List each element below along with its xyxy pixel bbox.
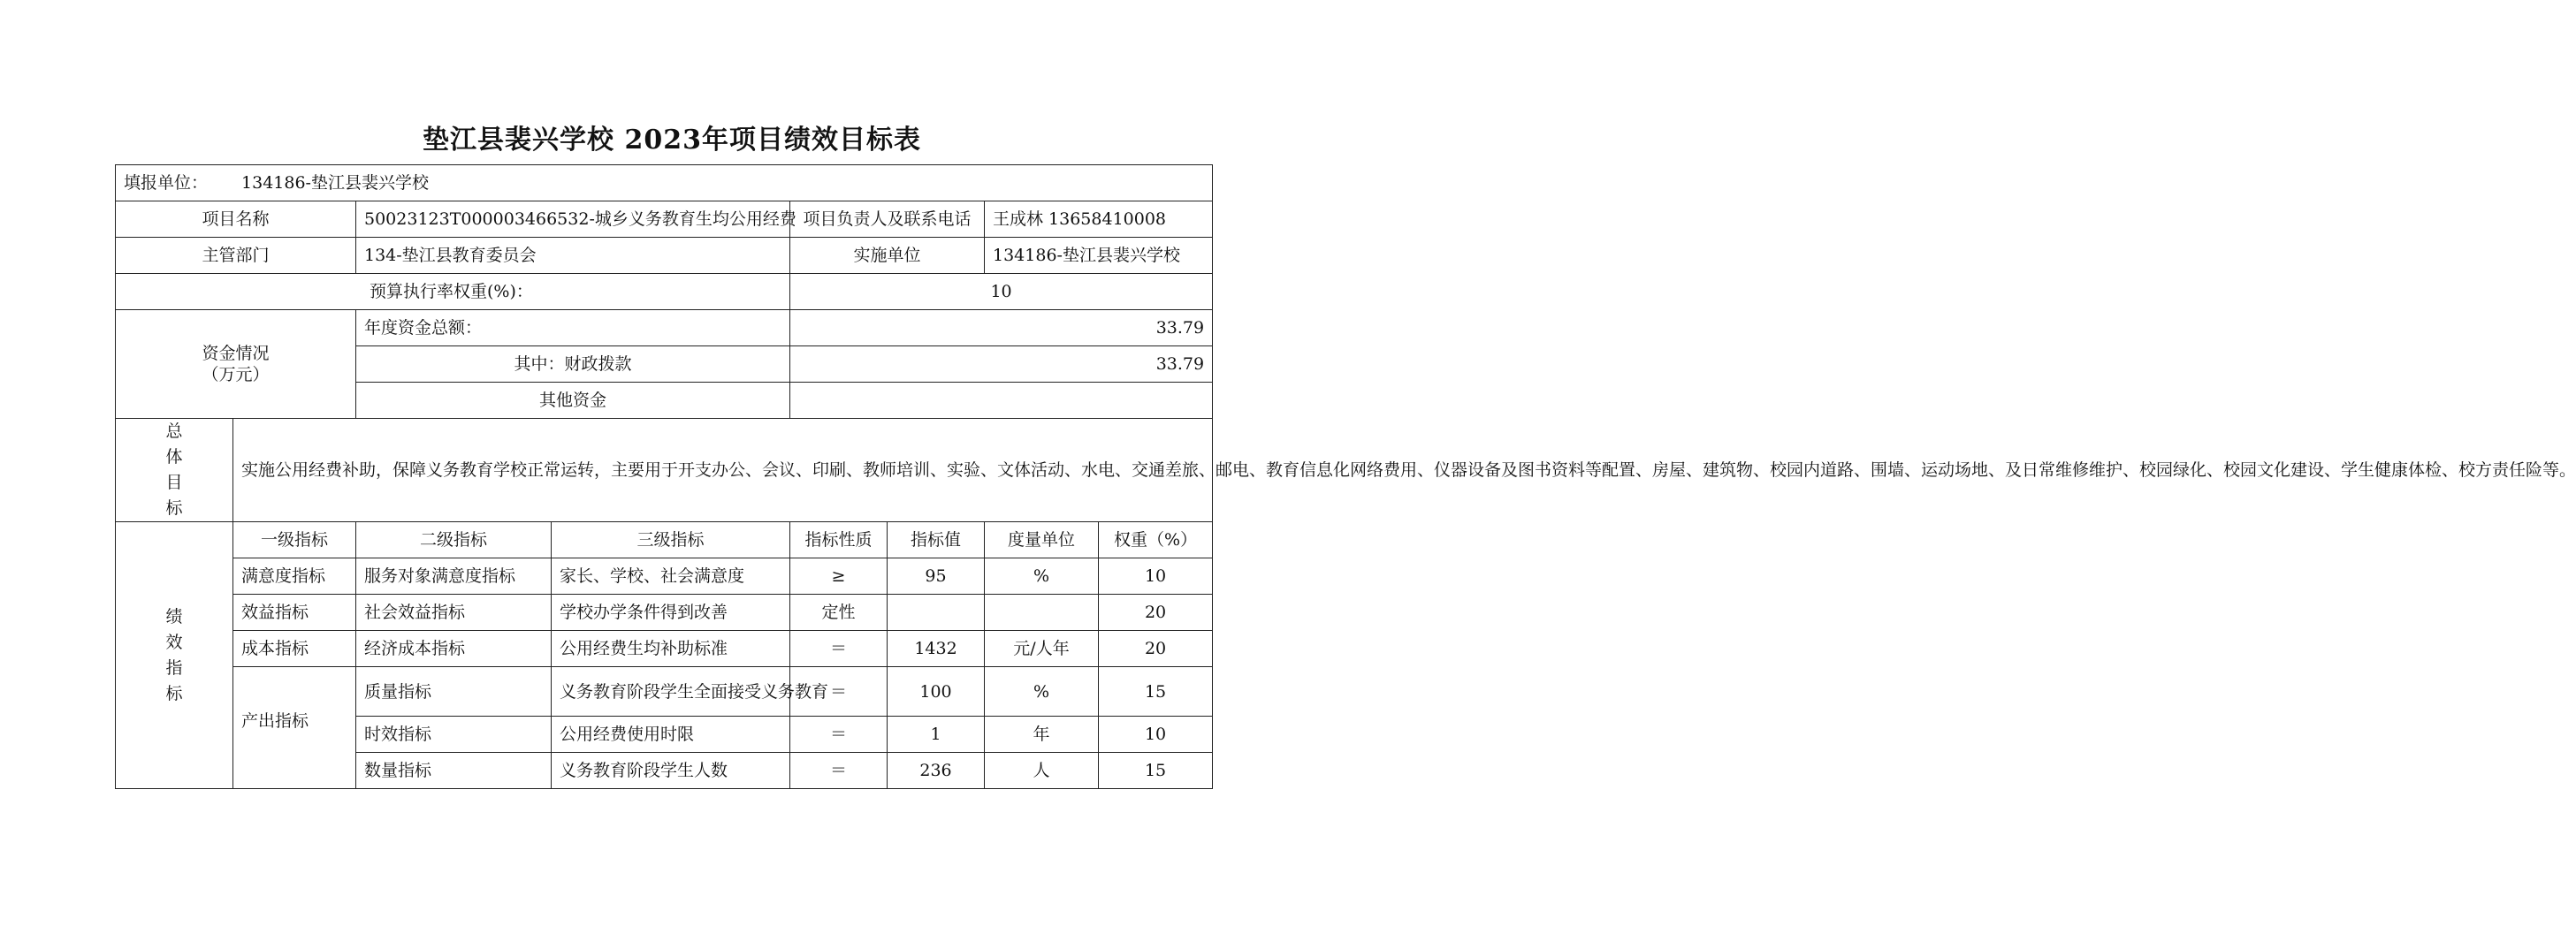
header-level3: 三级指标 xyxy=(552,522,790,558)
indicator-row xyxy=(116,631,1213,667)
overall-goal-char: 总 xyxy=(165,421,183,441)
project-leader-label: 项目负责人及联系电话 xyxy=(790,201,985,238)
funds-label-line1: 资金情况 xyxy=(202,344,270,363)
indicator-level1: 成本指标 xyxy=(233,631,356,667)
header-unit: 度量单位 xyxy=(985,522,1099,558)
indicator-value: 236 xyxy=(888,753,985,789)
indicator-unit: 元/人年 xyxy=(985,631,1099,667)
overall-goal-label xyxy=(116,419,233,522)
indicator-unit: 年 xyxy=(985,717,1099,753)
funds-fiscal-label: 其中：财政拨款 xyxy=(356,346,790,383)
indicator-level3: 家长、学校、社会满意度 xyxy=(552,558,790,595)
indicator-level2: 社会效益指标 xyxy=(356,595,552,631)
overall-goal-text: 实施公用经费补助，保障义务教育学校正常运转，主要用于开支办公、会议、印刷、教师培训、实验、文体活动、水电、交通差旅、邮电、教育信息化网络费用、仪器设备及图书资料等配置、房屋、建筑物、校园内道路、围墙、运动场地、及日常维修维护、校园绿化、校园文化建设、学生健康体检、校方责任险等。 xyxy=(233,419,1213,522)
indicator-value: 100 xyxy=(888,667,985,717)
indicator-row xyxy=(116,558,1213,595)
indicator-weight: 10 xyxy=(1099,717,1213,753)
fill-unit-label: 填报单位： xyxy=(124,173,209,193)
fill-unit-cell xyxy=(116,165,1213,201)
overall-goal-char: 目 xyxy=(165,473,183,492)
indicators-char: 效 xyxy=(165,632,183,652)
indicator-level2: 质量指标 xyxy=(356,667,552,717)
indicator-level2: 经济成本指标 xyxy=(356,631,552,667)
funds-fiscal-value: 33.79 xyxy=(790,346,1213,383)
funds-label-line2: （万元） xyxy=(202,365,270,384)
page-title: 垫江县裴兴学校 2023年项目绩效目标表 xyxy=(423,125,921,156)
project-leader-value: 王成林 13658410008 xyxy=(985,201,1213,238)
overall-goal-row xyxy=(116,419,1213,522)
indicator-weight: 20 xyxy=(1099,595,1213,631)
overall-goal-char: 标 xyxy=(165,498,183,518)
indicator-level2: 服务对象满意度指标 xyxy=(356,558,552,595)
budget-weight-value: 10 xyxy=(790,274,1213,310)
indicator-level1: 满意度指标 xyxy=(233,558,356,595)
fill-unit-row xyxy=(116,165,1213,201)
indicator-level3: 义务教育阶段学生人数 xyxy=(552,753,790,789)
header-level1: 一级指标 xyxy=(233,522,356,558)
project-name-label: 项目名称 xyxy=(116,201,356,238)
funds-total-row xyxy=(116,310,1213,346)
funds-label xyxy=(116,310,356,419)
indicator-weight: 15 xyxy=(1099,753,1213,789)
header-weight: 权重（%） xyxy=(1099,522,1213,558)
indicator-unit: % xyxy=(985,558,1099,595)
budget-weight-label: 预算执行率权重(%)： xyxy=(116,274,790,310)
indicator-weight: 20 xyxy=(1099,631,1213,667)
indicator-value xyxy=(888,595,985,631)
indicator-weight: 10 xyxy=(1099,558,1213,595)
funds-other-label: 其他资金 xyxy=(356,383,790,419)
indicator-level2: 数量指标 xyxy=(356,753,552,789)
indicator-value: 1 xyxy=(888,717,985,753)
funds-other-value xyxy=(790,383,1213,419)
indicators-label xyxy=(116,522,233,789)
indicator-unit xyxy=(985,595,1099,631)
indicator-row xyxy=(116,595,1213,631)
overall-goal-char: 体 xyxy=(165,447,183,467)
implementing-unit-label: 实施单位 xyxy=(790,238,985,274)
indicators-char: 标 xyxy=(165,683,183,703)
funds-total-label: 年度资金总额： xyxy=(356,310,790,346)
project-name-value: 50023123T000003466532-城乡义务教育生均公用经费 xyxy=(356,201,790,238)
department-value: 134-垫江县教育委员会 xyxy=(356,238,790,274)
project-name-row xyxy=(116,201,1213,238)
department-label: 主管部门 xyxy=(116,238,356,274)
header-nature: 指标性质 xyxy=(790,522,888,558)
indicator-level1: 产出指标 xyxy=(233,667,356,789)
indicator-level1: 效益指标 xyxy=(233,595,356,631)
indicator-level3: 公用经费使用时限 xyxy=(552,717,790,753)
indicator-row xyxy=(116,667,1213,717)
header-level2: 二级指标 xyxy=(356,522,552,558)
indicator-weight: 15 xyxy=(1099,667,1213,717)
indicator-level2: 时效指标 xyxy=(356,717,552,753)
implementing-unit-value: 134186-垫江县裴兴学校 xyxy=(985,238,1213,274)
indicator-unit: 人 xyxy=(985,753,1099,789)
fill-unit-value: 134186-垫江县裴兴学校 xyxy=(241,173,429,193)
funds-total-value: 33.79 xyxy=(790,310,1213,346)
budget-weight-row xyxy=(116,274,1213,310)
indicator-nature: ≥ xyxy=(790,558,888,595)
department-row xyxy=(116,238,1213,274)
indicator-value: 1432 xyxy=(888,631,985,667)
indicator-nature: 定性 xyxy=(790,595,888,631)
indicator-level3: 义务教育阶段学生全面接受义务教育 xyxy=(552,667,790,717)
indicators-char: 指 xyxy=(165,657,183,678)
indicator-value: 95 xyxy=(888,558,985,595)
indicator-unit: % xyxy=(985,667,1099,717)
performance-target-table xyxy=(115,164,2576,789)
indicator-nature: ＝ xyxy=(790,717,888,753)
indicator-nature: ＝ xyxy=(790,753,888,789)
header-value: 指标值 xyxy=(888,522,985,558)
indicator-level3: 学校办学条件得到改善 xyxy=(552,595,790,631)
indicator-level3: 公用经费生均补助标准 xyxy=(552,631,790,667)
indicator-nature: ＝ xyxy=(790,667,888,717)
indicator-nature: ＝ xyxy=(790,631,888,667)
indicators-char: 绩 xyxy=(165,606,183,626)
indicator-header-row xyxy=(116,522,1213,558)
